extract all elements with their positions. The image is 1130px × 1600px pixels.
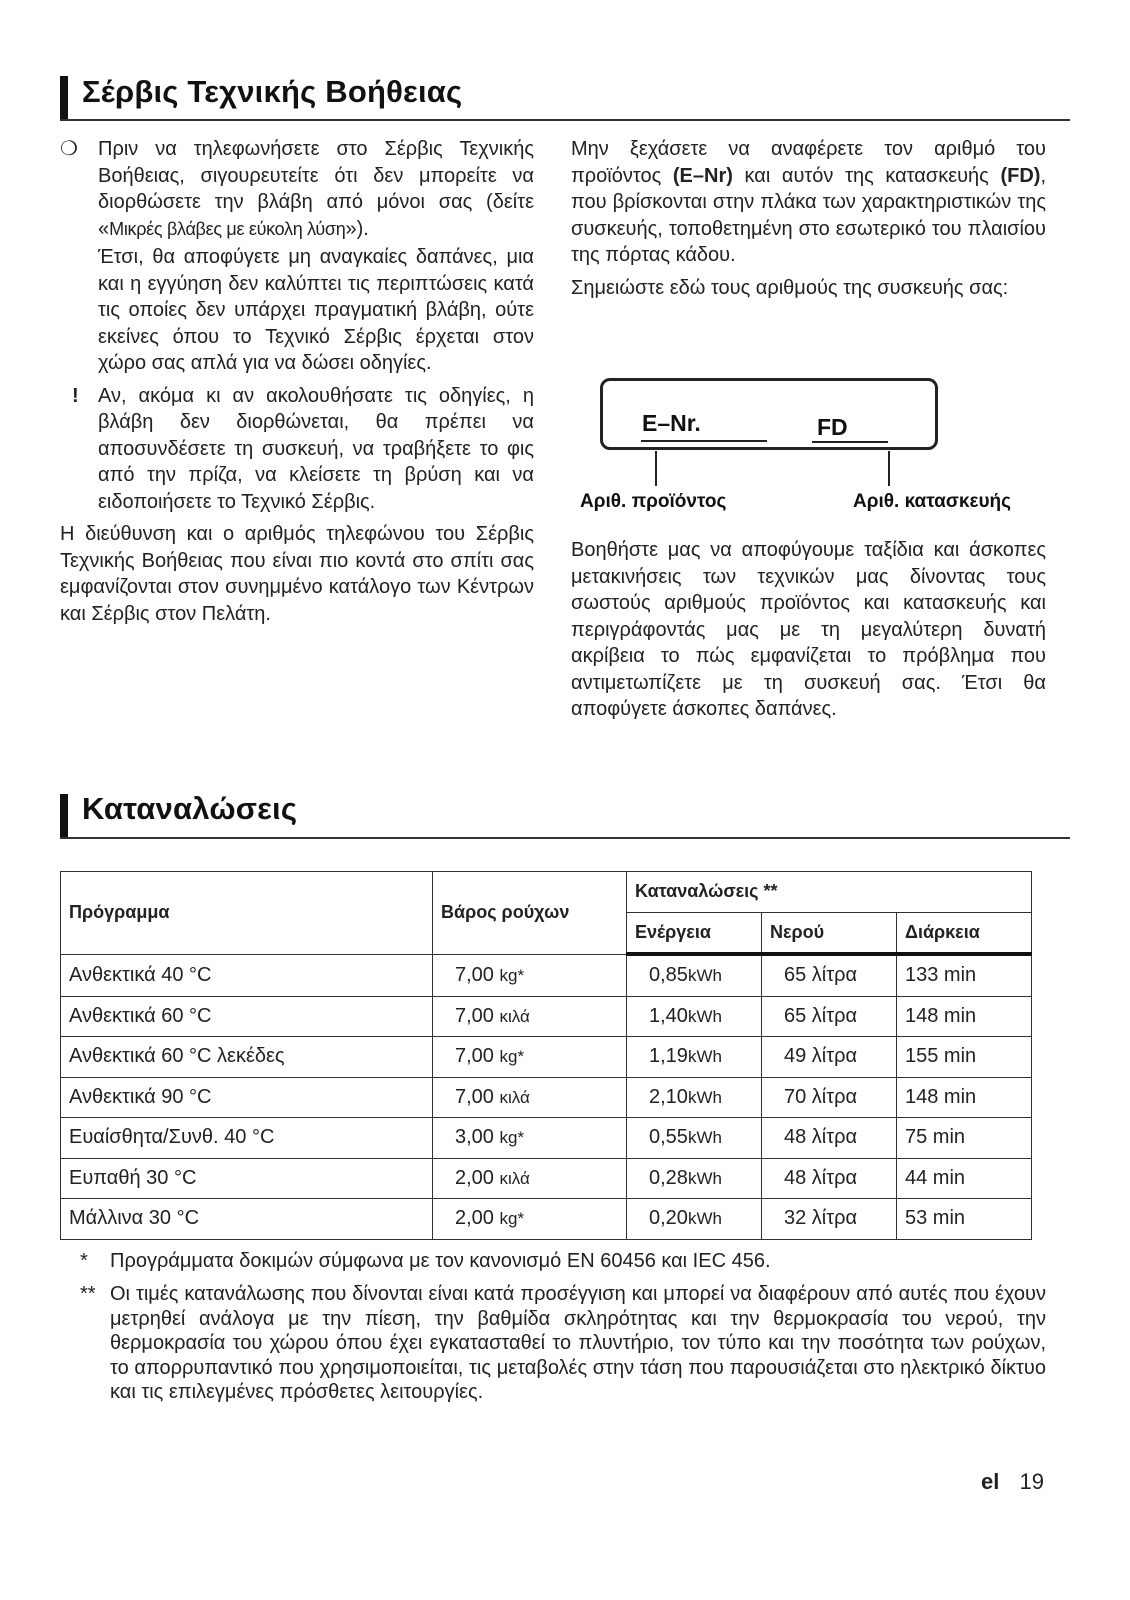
table-row	[61, 1118, 1032, 1159]
cell-weight	[433, 1199, 627, 1240]
cell-program-value: Ανθεκτικά 60 °C λεκέδες	[69, 1045, 285, 1068]
enr-label: (E–Nr)	[672, 164, 733, 187]
page-footer	[981, 1469, 1044, 1495]
note-paragraph: Σημειώστε εδώ τους αριθμούς της συσκευής σας:	[571, 276, 1009, 299]
cell-weight-value: 7,00	[455, 1045, 494, 1068]
cell-weight-value: 7,00	[455, 963, 494, 986]
cell-duration	[897, 1037, 1032, 1078]
help-paragraph: Βοηθήστε μας να αποφύγουμε ταξίδια και άσκοπες μετακινήσεις των τεχνικών μας δίνοντας τους σωστούς αριθμούς προϊόντος και κατασκευής και περιγράφοντάς μας με τη μεγαλύτερη δυνατή ακρίβεια το πώς εμφανίζεται το πρόβλημα που αντιμετωπίζετε με τη συσκευή σας. Έτσι θα αποφύγετε άσκοπες δαπάνες.	[571, 539, 1046, 720]
cell-water	[762, 1199, 897, 1240]
circle-bullet-icon: ❍	[60, 138, 78, 160]
service-right-column	[571, 136, 1046, 307]
cell-weight	[433, 954, 627, 996]
cell-weight-value: 7,00	[455, 1004, 494, 1027]
cell-weight	[433, 1077, 627, 1118]
cell-duration	[897, 954, 1032, 996]
cell-program-value: Μάλλινα 30 °C	[69, 1207, 200, 1230]
list-item	[60, 383, 534, 516]
table-row	[61, 996, 1032, 1037]
plate-enr-underline	[641, 440, 767, 442]
cell-weight	[433, 996, 627, 1037]
language-code: el	[981, 1469, 1000, 1494]
cell-weight	[433, 1118, 627, 1159]
cell-water-value: 48 λίτρα	[784, 1126, 858, 1149]
product-number-caption: Αριθ. προϊόντος	[580, 491, 727, 512]
footnote-text: Οι τιμές κατανάλωσης που δίνονται είναι κατά προσέγγιση και μπορεί να διαφέρουν από αυτές που έχουν μετρηθεί ανάλογα με την πίεση, την βαθμίδα σκληρότητας και την θερμοκρασία του νερού, την θερμοκρασία του χώρου όπου έχει εγκατασταθεί το πλυντήριο, τον τύπο και την ποσότητα των ρούχων, το απορρυπαντικό που χρησιμοποιείται, τις μεταβολές στην τάση που παρουσιάζεται στο ηλεκτρικό δίκτυο και τις επιλεγμένες πρόσθετες λειτουργίες.	[110, 1283, 1046, 1403]
cell-energy-unit: kWh	[687, 1168, 722, 1188]
footnote-mark: *	[80, 1250, 88, 1272]
cell-water-value: 32 λίτρα	[784, 1207, 858, 1230]
cell-program-value: Ανθεκτικά 40 °C	[69, 963, 212, 986]
address-paragraph: Η διεύθυνση και ο αριθμός τηλεφώνου του Σέρβις Τεχνικής Βοήθειας που είναι πιο κοντά στο σπίτι σας εμφανίζονται στον συνημμένο κατάλογο των Κέντρων και Σέρβις στον Πελάτη.	[60, 523, 534, 625]
plate-fd-label: FD	[817, 414, 848, 440]
plate-fd-underline	[812, 441, 888, 443]
service-title: Σέρβις Τεχνικής Βοήθειας	[82, 74, 463, 109]
cell-energy-value: 1,19	[649, 1045, 688, 1068]
cell-water	[762, 996, 897, 1037]
cell-energy-unit: kWh	[687, 1087, 722, 1107]
cell-weight-value: 2,00	[455, 1207, 494, 1230]
footnote-1	[80, 1249, 1046, 1274]
plate-leader-line	[888, 451, 890, 486]
table-header-row	[61, 872, 1032, 913]
cell-energy	[627, 996, 762, 1037]
cell-duration-value: 53 min	[905, 1207, 966, 1230]
cell-program	[61, 1037, 433, 1078]
plate-enr-label: E–Nr.	[642, 410, 701, 436]
header-weight: Βάρος ρούχων	[433, 872, 627, 955]
cell-water-value: 49 λίτρα	[784, 1045, 858, 1068]
cell-weight-value: 2,00	[455, 1166, 494, 1189]
table-row	[61, 1077, 1032, 1118]
cell-program-value: Ευαίσθητα/Συνθ. 40 °C	[69, 1126, 275, 1149]
warning-mark-icon: !	[72, 384, 79, 407]
footnote-mark: **	[80, 1283, 96, 1305]
header-program: Πρόγραμμα	[61, 872, 433, 955]
cell-water	[762, 954, 897, 996]
heading-rule	[60, 119, 1070, 121]
cell-duration-value: 44 min	[905, 1166, 966, 1189]
cell-duration-value: 148 min	[905, 1004, 977, 1027]
cell-water	[762, 1118, 897, 1159]
bullet-text-continued: Έτσι, θα αποφύγετε μη αναγκαίες δαπάνες, μια και η εγγύηση δεν καλύπτει τις περιπτώσεις κατά τις οποίες δεν υπάρχει πραγματική βλάβη, ούτε εκείνες όπου το Τεχνικό Σέρβις έρχεται στον χώρο σας απλά για να δώσει οδηγίες.	[98, 246, 534, 374]
cell-energy-unit: kWh	[687, 966, 722, 986]
list-item	[60, 136, 534, 377]
cell-program	[61, 996, 433, 1037]
cell-program-value: Ευπαθή 30 °C	[69, 1166, 197, 1189]
cell-program	[61, 1077, 433, 1118]
consumption-table	[60, 871, 1032, 1240]
cell-program-value: Ανθεκτικά 90 °C	[69, 1085, 212, 1108]
heading-rule	[60, 837, 1070, 839]
table-row	[61, 1037, 1032, 1078]
cell-energy-value: 1,40	[649, 1004, 688, 1027]
cell-weight-unit: kg*	[499, 1128, 525, 1148]
serial-paragraph: Μην ξεχάσετε να αναφέρετε τον αριθμό του προϊόντος (E–Nr) και αυτόν της κατασκευής (FD), που βρίσκονται στην πλάκα των χαρακτηριστικών της συσκευής, τοποθετημένη στο εσωτερικό του πλαισίου της πόρτας κάδου.	[571, 138, 1046, 266]
cell-duration-value: 75 min	[905, 1126, 966, 1149]
consumption-title: Καταναλώσεις	[82, 791, 298, 826]
cell-duration-value: 133 min	[905, 964, 977, 987]
cell-weight-unit: κιλά	[499, 1168, 530, 1188]
cell-water	[762, 1158, 897, 1199]
cell-duration	[897, 996, 1032, 1037]
cell-duration	[897, 1077, 1032, 1118]
cell-weight-unit: κιλά	[499, 1087, 530, 1107]
page-number: 19	[1019, 1469, 1044, 1494]
cell-energy	[627, 1199, 762, 1240]
cell-duration	[897, 1158, 1032, 1199]
cell-energy	[627, 1118, 762, 1159]
manufacture-number-caption: Αριθ. κατασκευής	[853, 491, 1012, 512]
cell-program	[61, 1158, 433, 1199]
cell-duration-value: 148 min	[905, 1085, 977, 1108]
cell-energy-value: 0,85	[649, 964, 688, 987]
cell-energy	[627, 1037, 762, 1078]
cell-water-value: 65 λίτρα	[784, 1004, 858, 1027]
header-energy: Ενέργεια	[627, 912, 762, 954]
cell-water-value: 65 λίτρα	[784, 964, 858, 987]
cell-energy-value: 0,55	[649, 1126, 688, 1149]
service-section-heading	[60, 70, 1070, 122]
cell-duration	[897, 1199, 1032, 1240]
cell-water	[762, 1037, 897, 1078]
cell-weight-unit: kg*	[499, 1047, 525, 1067]
cell-weight-unit: κιλά	[499, 1006, 530, 1026]
cell-energy-unit: kWh	[687, 1209, 722, 1229]
cell-energy-value: 2,10	[649, 1085, 688, 1108]
cell-program	[61, 1199, 433, 1240]
cell-energy-value: 0,20	[649, 1207, 688, 1230]
consumption-section-heading	[60, 786, 1070, 840]
cell-duration-value: 155 min	[905, 1045, 977, 1068]
cell-weight-value: 7,00	[455, 1085, 494, 1108]
footnote-text: Προγράμματα δοκιμών σύμφωνα με τον κανονισμό EN 60456 και IEC 456.	[110, 1250, 771, 1272]
cell-water	[762, 1077, 897, 1118]
heading-bar	[60, 794, 68, 838]
table-row	[61, 1158, 1032, 1199]
reference-link-text: Μικρές βλάβες με εύκολη λύση	[109, 218, 346, 239]
cell-energy-unit: kWh	[687, 1047, 722, 1067]
cell-program	[61, 1118, 433, 1159]
cell-energy-value: 0,28	[649, 1166, 688, 1189]
bullet-text: Πριν να τηλεφωνήσετε στο Σέρβις Τεχνικής Βοήθειας, σιγουρευτείτε ότι δεν μπορείτε να διορθώσετε την βλάβη από μόνοι σας (δείτε «Μικρές βλάβες με εύκολη λύση»).	[98, 138, 534, 240]
cell-weight-unit: kg*	[499, 1209, 525, 1229]
help-paragraph-block	[571, 537, 1046, 729]
header-water: Νερού	[762, 912, 897, 954]
bullet-text: Αν, ακόμα κι αν ακολουθήσατε τις οδηγίες, η βλάβη δεν διορθώνεται, θα πρέπει να αποσυνδέσετε τη συσκευή, να τραβήξετε το φις από την πρίζα, να κλείσετε τη βρύση και να ειδοποιήσετε το Τεχνικό Σέρβις.	[98, 384, 534, 513]
header-consumption-group: Καταναλώσεις **	[627, 872, 1032, 913]
cell-program	[61, 954, 433, 996]
header-duration: Διάρκεια	[897, 912, 1032, 954]
cell-energy	[627, 954, 762, 996]
cell-water-value: 70 λίτρα	[784, 1085, 858, 1108]
cell-weight-unit: kg*	[499, 965, 525, 985]
fd-label: (FD)	[1000, 164, 1041, 187]
plate-leader-line	[655, 451, 657, 486]
cell-energy	[627, 1077, 762, 1118]
cell-program-value: Ανθεκτικά 60 °C	[69, 1004, 212, 1027]
heading-bar	[60, 76, 68, 120]
table-row	[61, 954, 1032, 996]
cell-duration	[897, 1118, 1032, 1159]
table-row	[61, 1199, 1032, 1240]
footnote-2	[80, 1282, 1046, 1405]
cell-energy-unit: kWh	[687, 1128, 722, 1148]
service-left-column	[60, 136, 534, 633]
cell-weight	[433, 1158, 627, 1199]
cell-energy	[627, 1158, 762, 1199]
cell-weight-value: 3,00	[455, 1126, 494, 1149]
cell-water-value: 48 λίτρα	[784, 1166, 858, 1189]
cell-weight	[433, 1037, 627, 1078]
cell-energy-unit: kWh	[687, 1006, 722, 1026]
